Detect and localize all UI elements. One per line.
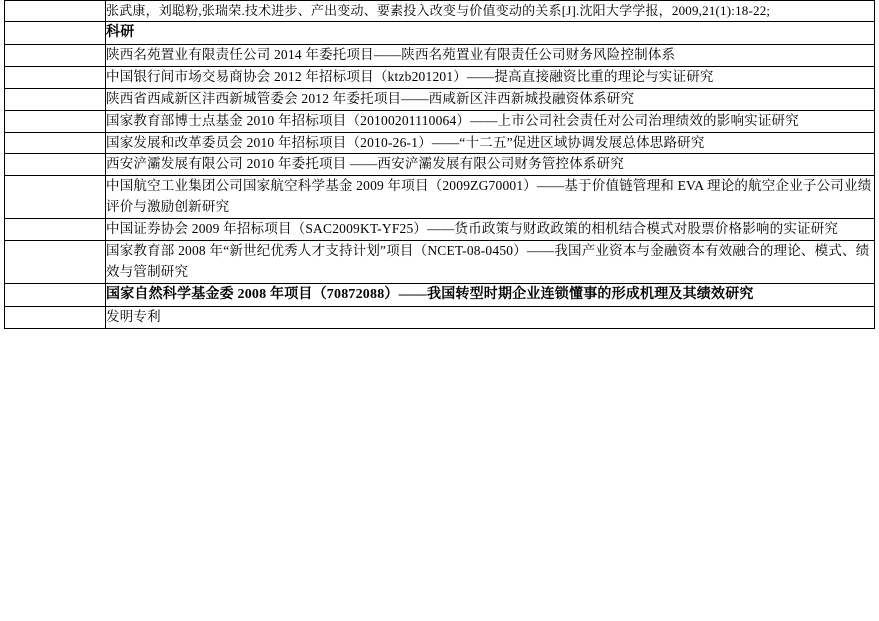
row-content-cell <box>106 88 875 110</box>
row-label-cell <box>5 283 106 306</box>
table-row <box>5 176 875 219</box>
row-label-cell <box>5 110 106 132</box>
table-row <box>5 1 875 22</box>
project-text: 中国银行间市场交易商协会 2012 年招标项目（ktzb201201）——提高直接融资比重的理论与实证研究 <box>106 68 714 84</box>
table-row <box>5 283 875 306</box>
row-label-cell <box>5 66 106 88</box>
table-row <box>5 66 875 88</box>
empty-text: 发明专利 <box>106 308 161 324</box>
table-row <box>5 241 875 284</box>
table-row <box>5 110 875 132</box>
project-text: 国家教育部 2008 年“新世纪优秀人才支持计划”项目（NCET-08-0450）——我国产业资本与金融资本有效融合的理论、模式、绩效与管制研究 <box>106 243 870 280</box>
row-content-cell <box>106 219 875 241</box>
table-row <box>5 22 875 45</box>
row-content-cell <box>106 241 875 284</box>
row-label-cell <box>5 132 106 154</box>
section-heading-text: 科研 <box>106 25 135 41</box>
reference-text: 张武康，刘聪粉,张瑞荣.技术进步、产出变动、要素投入改变与价值变动的关系[J].沈阳大学学报，2009,21(1):18-22; <box>106 3 771 18</box>
project-text: 陕西省西咸新区沣西新城管委会 2012 年委托项目——西咸新区沣西新城投融资体系研究 <box>106 90 635 106</box>
row-label-cell <box>5 44 106 66</box>
project-text: 中国证券协会 2009 年招标项目（SAC2009KT-YF25）——货币政策与财政政策的相机结合模式对股票价格影响的实证研究 <box>106 221 839 237</box>
project-text: 西安浐灞发展有限公司 2010 年委托项目 ——西安浐灞发展有限公司财务管控体系研究 <box>106 156 625 172</box>
row-content-cell <box>106 66 875 88</box>
row-label-cell <box>5 22 106 45</box>
row-content-cell <box>106 306 875 328</box>
table-row <box>5 132 875 154</box>
table-row <box>5 44 875 66</box>
project-text: 陕西名苑置业有限责任公司 2014 年委托项目——陕西名苑置业有限责任公司财务风险控制体系 <box>106 46 676 62</box>
row-label-cell <box>5 1 106 22</box>
project-text: 中国航空工业集团公司国家航空科学基金 2009 年项目（2009ZG70001）——基于价值链管理和 EVA 理论的航空企业子公司业绩评价与激励创新研究 <box>106 178 872 215</box>
row-content-cell <box>106 44 875 66</box>
table-body <box>5 1 875 329</box>
document-table <box>4 0 875 329</box>
row-content-cell <box>106 22 875 45</box>
project-text: 国家发展和改革委员会 2010 年招标项目（2010-26-1）——“十二五”促进区域协调发展总体思路研究 <box>106 134 705 150</box>
row-content-cell <box>106 110 875 132</box>
table-row <box>5 154 875 176</box>
row-label-cell <box>5 241 106 284</box>
row-content-cell <box>106 132 875 154</box>
section-heading-text: 国家自然科学基金委 2008 年项目（70872088）——我国转型时期企业连锁懂事的形成机理及其绩效研究 <box>106 286 754 302</box>
project-text: 国家教育部博士点基金 2010 年招标项目（20100201110064）——上市公司社会责任对公司治理绩效的影响实证研究 <box>106 112 799 128</box>
row-content-cell <box>106 176 875 219</box>
row-label-cell <box>5 176 106 219</box>
row-label-cell <box>5 88 106 110</box>
row-content-cell <box>106 283 875 306</box>
table-row <box>5 88 875 110</box>
row-label-cell <box>5 154 106 176</box>
table-row <box>5 306 875 328</box>
table-row <box>5 219 875 241</box>
row-label-cell <box>5 306 106 328</box>
row-label-cell <box>5 219 106 241</box>
row-content-cell <box>106 154 875 176</box>
row-content-cell <box>106 1 875 22</box>
